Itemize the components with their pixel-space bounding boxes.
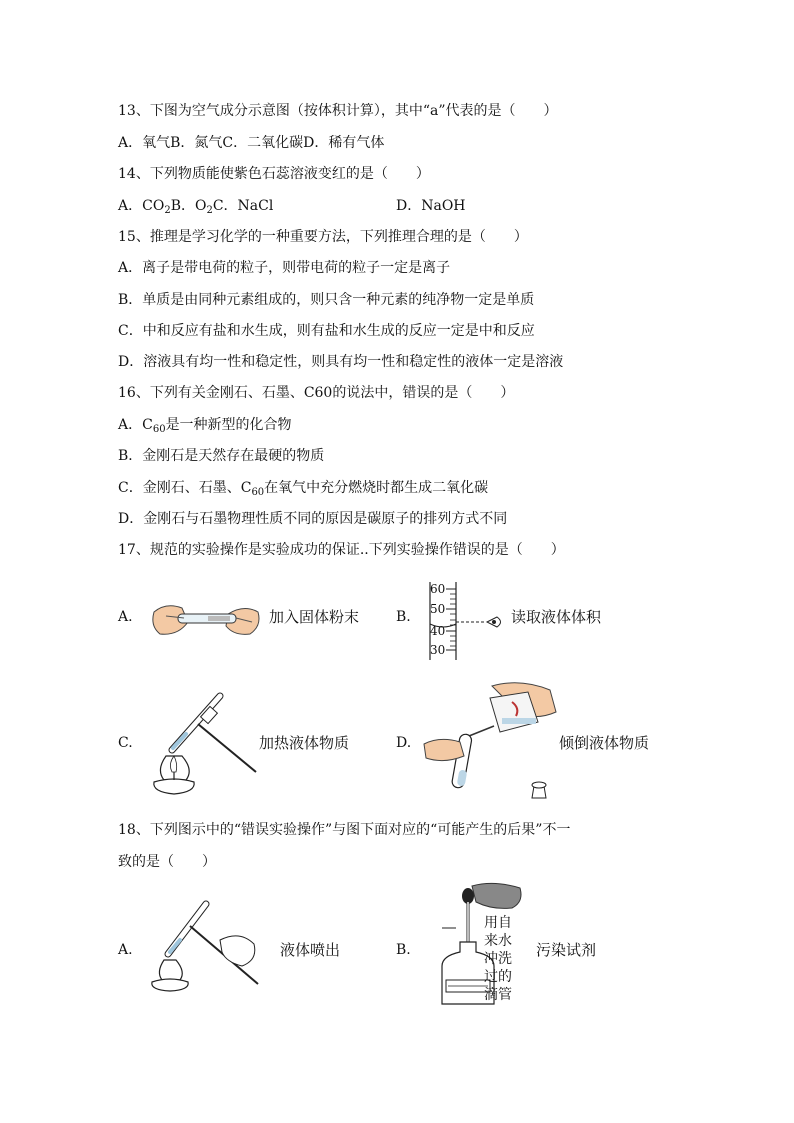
q16-a-post: 是一种新型的化合物 <box>165 417 292 433</box>
q18-b-caption: 污染试剂 <box>536 941 597 959</box>
q17-stem: 17、规范的实验操作是实验成功的保证..下列实验操作错误的是（ ） <box>118 542 565 558</box>
q18-stem-line2: 致的是（ ） <box>118 854 216 870</box>
q16-a-pre: A．C <box>118 417 153 433</box>
q16-option-a <box>118 415 292 440</box>
q17-a-caption: 加入固体粉末 <box>269 608 360 626</box>
q16-stem: 16、下列有关金刚石、石墨、C60的说法中，错误的是（ ） <box>118 385 515 401</box>
q13-options: A．氧气B．氮气C．二氧化碳D．稀有气体 <box>118 135 385 151</box>
heating-tube-with-hand-figure <box>146 896 266 992</box>
q14-option-c: C．NaCl <box>212 198 274 214</box>
q18-stem-line1: 18、下列图示中的“错误实验操作”与图下面对应的“可能产生的后果”不一 <box>118 822 571 838</box>
q15-stem: 15、推理是学习化学的一种重要方法，下列推理合理的是（ ） <box>118 229 528 245</box>
q14-options-abc <box>118 196 273 221</box>
q18-b-letter: B. <box>396 942 411 958</box>
q17-d-letter: D. <box>396 735 412 751</box>
q14-option-b: B．O <box>170 198 207 214</box>
q15-option-b: B．单质是由同种元素组成的，则只含一种元素的纯净物一定是单质 <box>118 292 535 308</box>
q17-c-letter: C. <box>118 735 133 751</box>
q14-option-a-sub: 2 <box>164 205 171 216</box>
q17-a-letter: A. <box>118 609 133 625</box>
q17-b-letter: B. <box>396 609 411 625</box>
q16-c-post: 在氧气中充分燃烧时都生成二氧化碳 <box>264 480 489 496</box>
q16-option-c <box>118 478 488 503</box>
q15-option-a: A．离子是带电荷的粒子，则带电荷的粒子一定是离子 <box>118 260 451 276</box>
q17-d-caption: 倾倒液体物质 <box>559 734 650 752</box>
cylinder-tick-50: 50 <box>430 602 446 616</box>
q15-option-d: D．溶液具有均一性和稳定性，则具有均一性和稳定性的液体一定是溶液 <box>118 354 564 370</box>
q16-option-d: D．金刚石与石墨物理性质不同的原因是碳原子的排列方式不同 <box>118 511 508 527</box>
q14-option-d: D．NaOH <box>396 198 466 214</box>
pouring-liquid-figure <box>420 678 560 802</box>
q18-b-dropper-note: 用自来水冲洗过的滴管 <box>484 915 512 1003</box>
cylinder-tick-40: 40 <box>430 624 446 638</box>
q13-stem: 13、下图为空气成分示意图（按体积计算），其中“a”代表的是（ ） <box>118 103 558 119</box>
q16-c-pre: C．金刚石、石墨、C <box>118 480 252 496</box>
cylinder-tick-60: 60 <box>430 582 446 596</box>
q16-c-sub: 60 <box>251 487 265 498</box>
q14-option-a: A．CO <box>118 198 165 214</box>
q15-option-c: C．中和反应有盐和水生成，则有盐和水生成的反应一定是中和反应 <box>118 323 535 339</box>
powder-test-tube-figure <box>148 596 264 642</box>
q14-option-b-sub: 2 <box>206 205 213 216</box>
q16-a-sub: 60 <box>152 424 166 435</box>
q18-a-letter: A. <box>118 942 133 958</box>
q17-c-caption: 加热液体物质 <box>259 734 350 752</box>
q14-stem: 14、下列物质能使紫色石蕊溶液变红的是（ ） <box>118 166 430 182</box>
heating-test-tube-figure <box>146 684 258 796</box>
q18-a-caption: 液体喷出 <box>280 941 341 959</box>
q16-option-b: B．金刚石是天然存在最硬的物质 <box>118 448 325 464</box>
q17-b-caption: 读取液体体积 <box>511 608 602 626</box>
cylinder-tick-30: 30 <box>430 643 446 657</box>
